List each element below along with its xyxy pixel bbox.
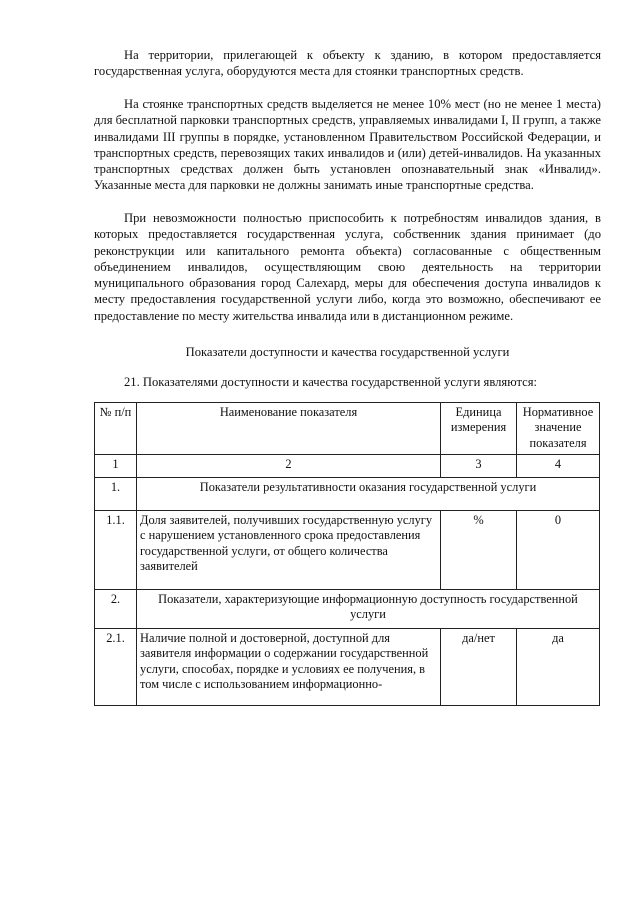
row-num: 2.1.	[95, 629, 137, 706]
row-name: Наличие полной и достоверной, доступной для заявителя информации о содержании государственной услуги, способах, порядке и условиях ее получения, в том числе с использованием информационно-	[137, 629, 441, 706]
header-num: № п/п	[95, 403, 137, 455]
section-title: Показатели, характеризующие информационную доступность государственной услуги	[137, 590, 600, 629]
header-unit: Единица измерения	[441, 403, 517, 455]
row-num: 1.1.	[95, 511, 137, 590]
row-unit: да/нет	[441, 629, 517, 706]
row-name: Доля заявителей, получивших государственную услугу с нарушением установленного срока предоставления государственной услуги, от общего количества заявителей	[137, 511, 441, 590]
paragraph-parking: На территории, прилегающей к объекту к зданию, в котором предоставляется государственная услуга, оборудуются места для стоянки транспортных средств.	[94, 48, 601, 79]
index-cell: 2	[137, 455, 441, 478]
section-num: 1.	[95, 478, 137, 511]
section-heading: Показатели доступности и качества государственной услуги	[185, 345, 510, 359]
table-row	[95, 629, 600, 706]
header-name: Наименование показателя	[137, 403, 441, 455]
row-unit: %	[441, 511, 517, 590]
index-cell: 3	[441, 455, 517, 478]
row-norm: да	[517, 629, 600, 706]
section-num: 2.	[95, 590, 137, 629]
header-norm: Нормативное значение показателя	[517, 403, 600, 455]
table-row	[95, 511, 600, 590]
section-title: Показатели результативности оказания государственной услуги	[137, 478, 600, 511]
index-cell: 4	[517, 455, 600, 478]
index-cell: 1	[95, 455, 137, 478]
table-header-row	[95, 403, 600, 455]
table-index-row	[95, 455, 600, 478]
intro-paragraph: 21. Показателями доступности и качества государственной услуги являются:	[124, 375, 537, 389]
paragraph-disabled-parking: На стоянке транспортных средств выделяется не менее 10% мест (но не менее 1 места) для бесплатной парковки транспортных средств, управляемых инвалидами I, II групп, а также инвалидами III группы в порядке, установленном Правительством Российской Федерации, и транспортных средств, перевозящих таких инвалидов и (или) детей-инвалидов. На указанных транспортных средствах должен быть установлен опознавательный знак «Инвалид». Указанные места для парковки не должны занимать иные транспортные средства.	[94, 97, 601, 193]
paragraph-accessibility-measures: При невозможности полностью приспособить к потребностям инвалидов здания, в которых предоставляется государственная услуга, собственник здания принимает (до реконструкции или капитального ремонта объекта) согласованные с общественным объединением инвалидов, осуществляющим свою деятельность на территории муниципального образования город Салехард, меры для обеспечения доступа инвалидов к месту предоставления государственной услуги либо, когда это возможно, обеспечивают ее предоставление по месту жительства инвалида или в дистанционном режиме.	[94, 211, 601, 323]
table-section-row	[95, 590, 600, 629]
row-norm: 0	[517, 511, 600, 590]
indicators-table	[94, 402, 600, 706]
table-section-row	[95, 478, 600, 511]
